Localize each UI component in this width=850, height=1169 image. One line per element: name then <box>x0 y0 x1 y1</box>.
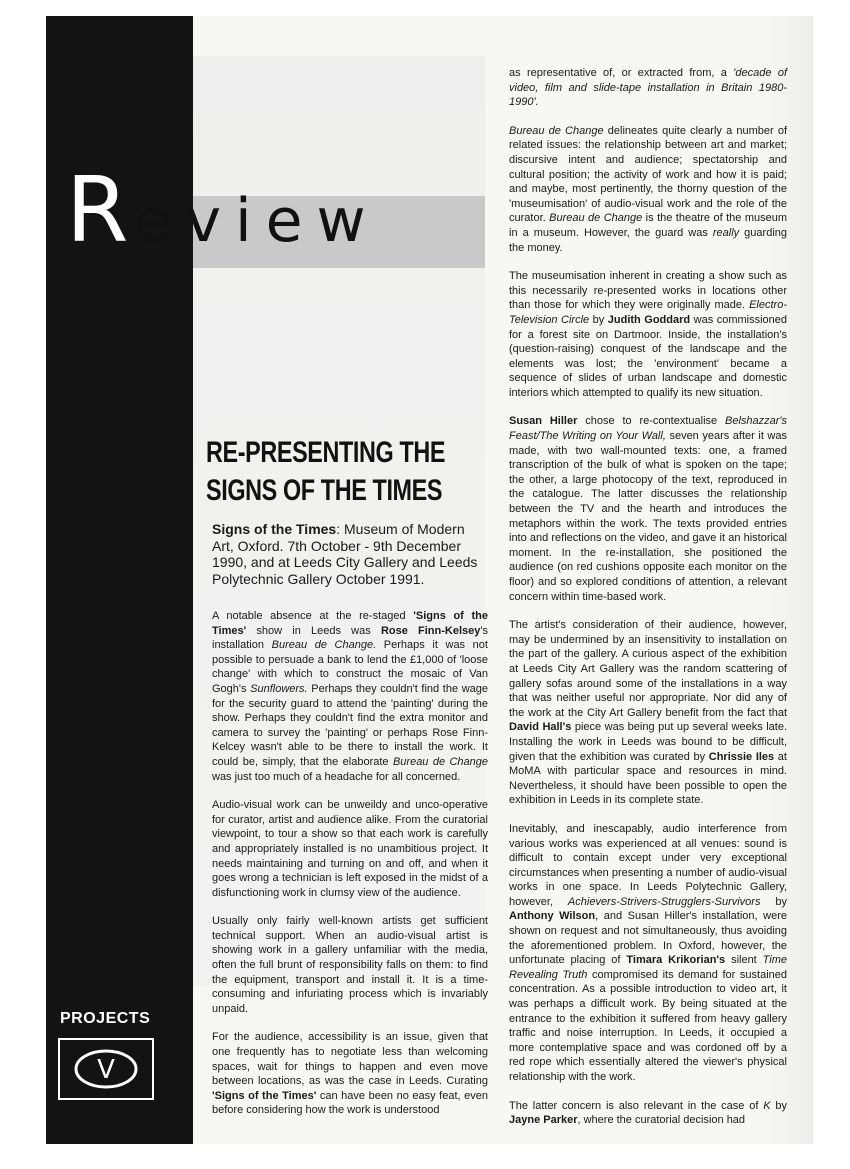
left-column <box>212 521 488 1132</box>
paragraph: For the audience, accessibility is an issue, given that one frequently has to negotiate less than welcoming spaces, wait for things to happen and even move between locations, as was the case in Leeds. Curating 'Signs of the Times' can have been no easy feat, even before considering how the work is understood <box>212 1031 488 1117</box>
paragraph: Audio-visual work can be unweildy and unco-operative for curator, artist and audience alike. From the curatorial viewpoint, to tour a show so that each work is carefully and appropriately installed is no unambitious project. It needs maintaining and turning on and off, and when it goes wrong a technician is left exposed in the midst of a disfunctioning work in clumsy view of the audience. <box>212 799 488 899</box>
paragraph: The artist's consideration of their audience, however, may be undermined by an insensitivity to installation on the part of the gallery. A curious aspect of the exhibition at Leeds City Art Gallery was the random scattering of gallery sofas around some of the installations in a way that was neither useful nor appropriate. Nor did any of the work at the City Art Gallery benefit from the fact that David Hall's piece was being put up several weeks late. Installing the work in Leeds was bound to be difficult, given that the exhibition was curated by Chrissie Iles at MoMA with particular space and resources in mind. Nevertheless, it should have been possible to open the exhibition in Leeds in its complete state. <box>509 619 787 807</box>
logo-letter: V <box>97 1055 115 1085</box>
paragraph: A notable absence at the re-staged 'Signs of the Times' show in Leeds was Rose Finn-Kelsey's installation Bureau de Change. Perhaps it was not possible to persuade a bank to lend the £1,000 of 'loose change' with which to construct the mosaic of Van Gogh's Sunflowers. Perhaps they couldn't find the wage for the security guard to attend the 'painting' during the show. Perhaps they couldn't find the extra monitor and camera to survey the 'painting' or perhaps Rose Finn-Kelcey wasn't able to be there to install the work. It could be, simply, that the elaborate Bureau de Change was just too much of a headache for all concerned. <box>212 610 489 783</box>
article-headline <box>206 434 446 510</box>
intro-paragraph: Signs of the Times: Museum of Modern Art, Oxford. 7th October - 9th December 1990, and at Leeds City Gallery and Leeds Polytechnic Gallery October 1991. <box>212 521 478 587</box>
magazine-page <box>46 16 813 1144</box>
paragraph: Susan Hiller chose to re-contextualise Belshazzar's Feast/The Writing on Your Wall, seven years after it was made, with two wall-mounted texts: one, a framed transcription of the bulk of what is spoken on the tape; the other, a large photocopy of the text, reproduced in the catalogue. The latter discusses the relationship between the TV and the hearth and introduces the metaphors within the work. The texts provided entries into and reflections on the video, and gave it an historical moment. In the re-installation, she positioned the audience (on red cushions opposite each monitor on the floor) and so explored conditions of attention, a relevant concern within time-based work. <box>509 415 788 603</box>
review-capital: R <box>66 158 135 263</box>
review-rest: eview <box>134 186 380 256</box>
projects-v-logo-icon <box>58 1038 154 1100</box>
paragraph: Usually only fairly well-known artists get sufficient technical support. When an audio-visual artist is showing work in a gallery unfamiliar with the media, often the full brunt of responsibility falls on them: to find the equipment, transport and install it. It is a time-consuming and infuriating process which is invariably unpaid. <box>212 915 488 1015</box>
paragraph: The latter concern is also relevant in the case of K by Jayne Parker, where the curatorial decision had <box>509 1099 787 1127</box>
review-masthead <box>66 158 380 266</box>
paragraph: as representative of, or extracted from, a 'decade of video, film and slide-tape installation in Britain 1980-1990'. <box>509 67 788 109</box>
paragraph: The museumisation inherent in creating a show such as this necessarily re-presented works in locations other than those for which they were originally made. Electro-Television Circle by Judith Goddard was commissioned for a forest site on Dartmoor. Inside, the installation's (question-raising) conquest of the landscape and the elements was lost; the 'environment' became a sequence of slides of urban landscape and domestic interiors which attempted to qualify its new situation. <box>509 270 788 399</box>
paragraph: Inevitably, and inescapably, audio interference from various works was experienced at all venues: sound is difficult to contain except under very exceptional circumstances when presenting a number of audio-visual works in one space. In Leeds Polytechnic Gallery, however, Achievers-Strivers-Strugglers-Survivors by Anthony Wilson, and Susan Hiller's installation, were shown on request and not simultaneously, thus avoiding the aforementioned problem. In Oxford, however, the unfortunate placing of Timara Krikorian's silent Time Revealing Truth compromised its demand for sustained concentration. As a possible introduction to video art, it was perhaps a difficult work. By being situated at the entrance to the exhibition it suffered from heavy gallery traffic and noise interruption. In Leeds, it occupied a more contemplative space and was cordoned off by a red rope which essentially altered the viewer's physical relationship with the work. <box>509 822 787 1083</box>
right-column <box>509 66 787 1142</box>
paragraph: Bureau de Change delineates quite clearly a number of related issues: the relationship between art and market; discursive intent and audience; spectatorship and cultural position; the activity of work and how it is paid; and maybe, most pertinently, the thorny question of the 'museumisation' of audio-visual work and the role of the curator. Bureau de Change is the theatre of the museum in a museum. However, the guard was really guarding the money. <box>509 124 787 254</box>
section-label: PROJECTS <box>60 1010 151 1027</box>
headline-line-1: RE-PRESENTING THE <box>206 436 446 469</box>
headline-line-2: SIGNS OF THE TIMES <box>206 474 443 507</box>
